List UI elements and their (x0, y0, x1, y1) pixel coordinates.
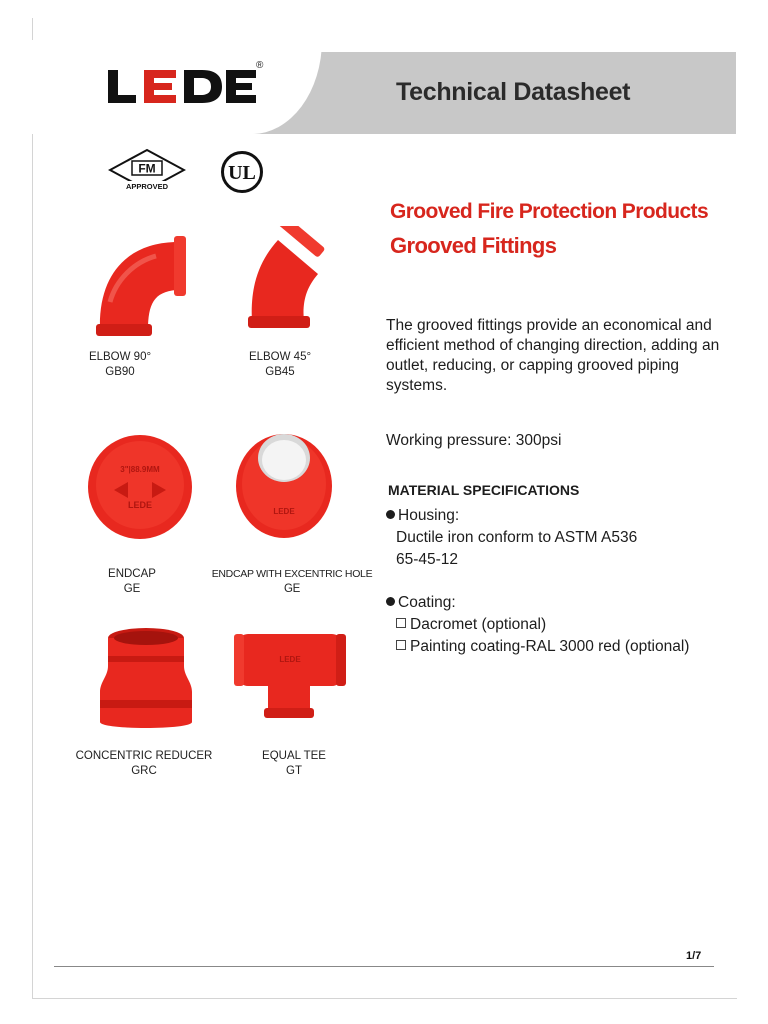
housing-line-1: Ductile iron conform to ASTM A536 (396, 529, 638, 546)
coating-label: Coating: (398, 594, 456, 611)
coating-option-1 (396, 615, 546, 635)
section-heading: Grooved Fire Protection Products (390, 200, 709, 223)
svg-text:3"|88.9MM: 3"|88.9MM (120, 465, 160, 474)
product-code: GRC (131, 765, 157, 777)
ul-text: UL (228, 162, 256, 184)
spec-title: MATERIAL SPECIFICATIONS (388, 482, 580, 498)
coating-option-2-text: Painting coating-RAL 3000 red (optional) (410, 638, 690, 655)
housing-label: Housing: (398, 507, 460, 524)
footer-divider (54, 966, 714, 967)
endcap-image (84, 432, 196, 542)
bullet-icon (386, 597, 395, 606)
product-code: GE (283, 583, 300, 595)
elbow-90-image (90, 232, 190, 342)
equal-tee-image (232, 630, 348, 722)
product-caption-elbow-45 (180, 350, 380, 380)
fm-subtext: APPROVED (125, 182, 169, 191)
ul-logo (220, 150, 264, 194)
product-name: ENDCAP (108, 568, 156, 580)
page-number: 1/7 (686, 950, 702, 962)
coating-option-1-text: Dacromet (optional) (410, 616, 547, 633)
datasheet-title: Technical Datasheet (396, 78, 631, 106)
product-name: CONCENTRIC REDUCER (75, 750, 213, 762)
coating-heading (386, 594, 456, 612)
description-paragraph: The grooved fittings provide an economical and efficient method of changing direction, adding an outlet, reducing, or capping grooved piping systems. (386, 317, 720, 394)
product-name: ELBOW 45° (248, 351, 312, 363)
product-code: GT (286, 765, 302, 777)
svg-text:LEDE: LEDE (273, 507, 295, 516)
bullet-icon (386, 510, 395, 519)
product-caption-equal-tee (194, 749, 394, 779)
product-code: GB90 (105, 366, 135, 378)
svg-text:LEDE: LEDE (279, 655, 301, 664)
concentric-reducer-image (96, 626, 196, 736)
registered-mark: ® (256, 60, 264, 71)
checkbox-icon (396, 640, 406, 650)
housing-heading (386, 507, 459, 525)
product-name: ELBOW 90° (88, 351, 152, 363)
product-caption-endcap-excentric-hole (194, 567, 390, 597)
product-code: GB45 (265, 366, 295, 378)
product-name: EQUAL TEE (262, 750, 326, 762)
working-pressure: Working pressure: 300psi (386, 432, 562, 449)
product-name: ENDCAP WITH EXCENTRIC HOLE (211, 568, 373, 580)
section-subheading: Grooved Fittings (390, 233, 557, 258)
svg-text:LEDE: LEDE (127, 500, 153, 510)
checkbox-icon (396, 618, 406, 628)
elbow-45-image (248, 226, 326, 328)
coating-option-2 (396, 637, 689, 657)
housing-line-2: 65-45-12 (396, 551, 459, 568)
fm-approved-logo (108, 148, 186, 194)
product-code: GE (123, 583, 141, 595)
fm-text: FM (138, 161, 156, 176)
lede-logo (106, 66, 256, 106)
endcap-excentric-hole-image (234, 428, 334, 540)
